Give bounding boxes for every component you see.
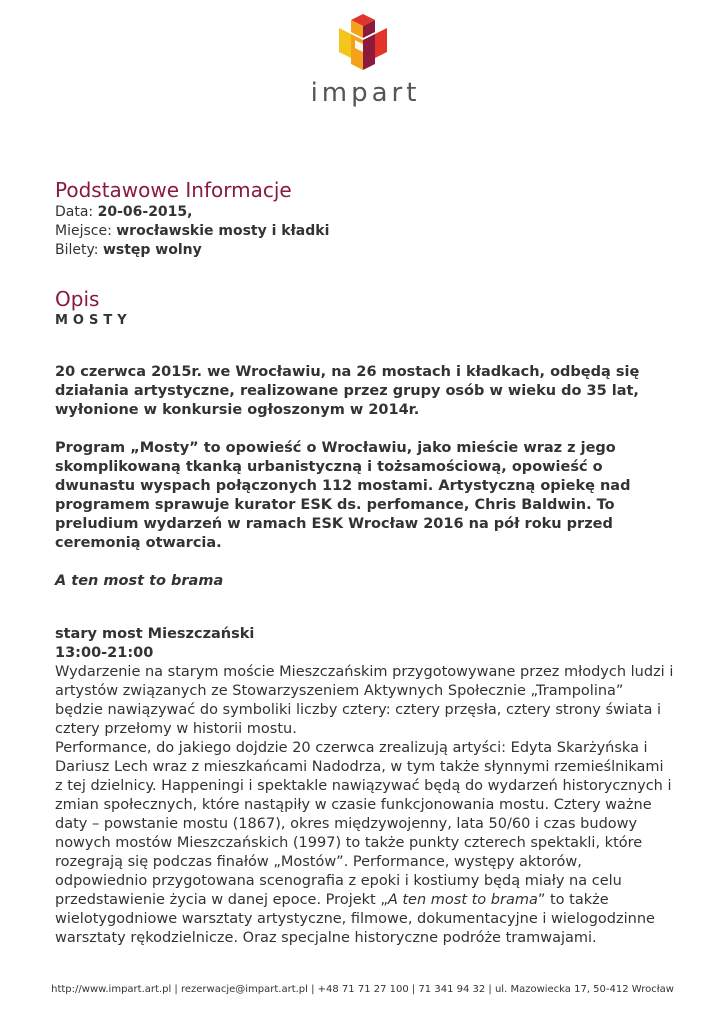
event-text-1: Wydarzenie na starym moście Mieszczańskim przygotowywane przez młodych ludzi i artystów związanych ze Stowarzyszeniem Aktywnych Społecznie „Trampolina” będzie nawiązywać do symboliki liczby cztery: cztery przęsła, cztery strony świata i cztery przełomy w historii mostu.	[55, 664, 674, 737]
place-value: wrocławskie mosty i kładki	[116, 223, 330, 239]
description-subtitle: MOSTY	[55, 313, 132, 328]
date-value: 20-06-2015,	[97, 204, 193, 220]
event-text-2-italic: A ten most to brama	[387, 892, 538, 908]
event-text-2	[55, 739, 675, 948]
place-label: Miejsce:	[55, 223, 112, 239]
tickets-value: wstęp wolny	[102, 242, 202, 258]
tickets-line	[55, 241, 675, 260]
impart-logo-icon	[335, 12, 391, 74]
place-line	[55, 222, 675, 241]
event-title: stary most Mieszczański	[55, 626, 255, 642]
footer: http://www.impart.art.pl | rezerwacje@impart.art.pl | +48 71 71 27 100 | 71 341 94 32 | ul. Mazowiecka 17, 50-412 Wrocław	[51, 984, 674, 995]
event-text-2-end: ” to także wielotygodniowe warsztaty artystyczne, filmowe, dokumentacyjne i wielogodzinne warsztaty rękodzielnicze. Oraz specjalne historyczne podróże tramwajami.	[55, 892, 655, 946]
description-paragraph-1: 20 czerwca 2015r. we Wrocławiu, na 26 mostach i kładkach, odbędą się działania artystyczne, realizowane przez grupy osób w wieku do 35 lat, wyłonione w konkursie ogłoszonym w 2014r.	[55, 364, 640, 418]
event-time: 13:00-21:00	[55, 645, 154, 661]
content	[55, 177, 675, 948]
logo-text: impart	[310, 78, 421, 108]
section-heading-basic-info: Podstawowe Informacje	[55, 178, 292, 202]
date-line	[55, 203, 675, 222]
event-text-2-start: Performance, do jakiego dojdzie 20 czerwca zrealizują artyści: Edyta Skarżyńska i Dariusz Lech wraz z mieszkańcami Nadodrza, w tym także słynnymi rzemieślnikami z tej dzielnicy. Happeningi i spektakle nawiązywać będą do wydarzeń historycznych i zmian społecznych, które nastąpiły w czasie funkcjonowania mostu. Cztery ważne daty – powstanie mostu (1867), okres międzywojenny, lata 50/60 i czas budowy nowych mostów Mieszczańskich (1997) to także punkty czterech spektakli, które rozegrają się podczas finałów „Mostów”. Performance, występy aktorów, odpowiednio przygotowana scenografia z epoki i kostiumy będą miały na celu przedstawienie życia w danej epoce. Projekt „	[55, 740, 672, 908]
tickets-label: Bilety:	[55, 242, 99, 258]
date-label: Data:	[55, 204, 94, 220]
description-italic-title: A ten most to brama	[55, 573, 224, 589]
description-paragraph-2: Program „Mosty” to opowieść o Wrocławiu, jako mieście wraz z jego skomplikowaną tkanką urbanistyczną i tożsamościową, opowieść o dwunastu wyspach połączonych 112 mostami. Artystyczną opiekę nad programem sprawuje kurator ESK ds. perfomance, Chris Baldwin. To preludium wydarzeń w ramach ESK Wrocław 2016 na pół roku przed ceremonią otwarcia.	[55, 440, 631, 551]
logo	[0, 12, 725, 108]
section-heading-description: Opis	[55, 287, 100, 311]
